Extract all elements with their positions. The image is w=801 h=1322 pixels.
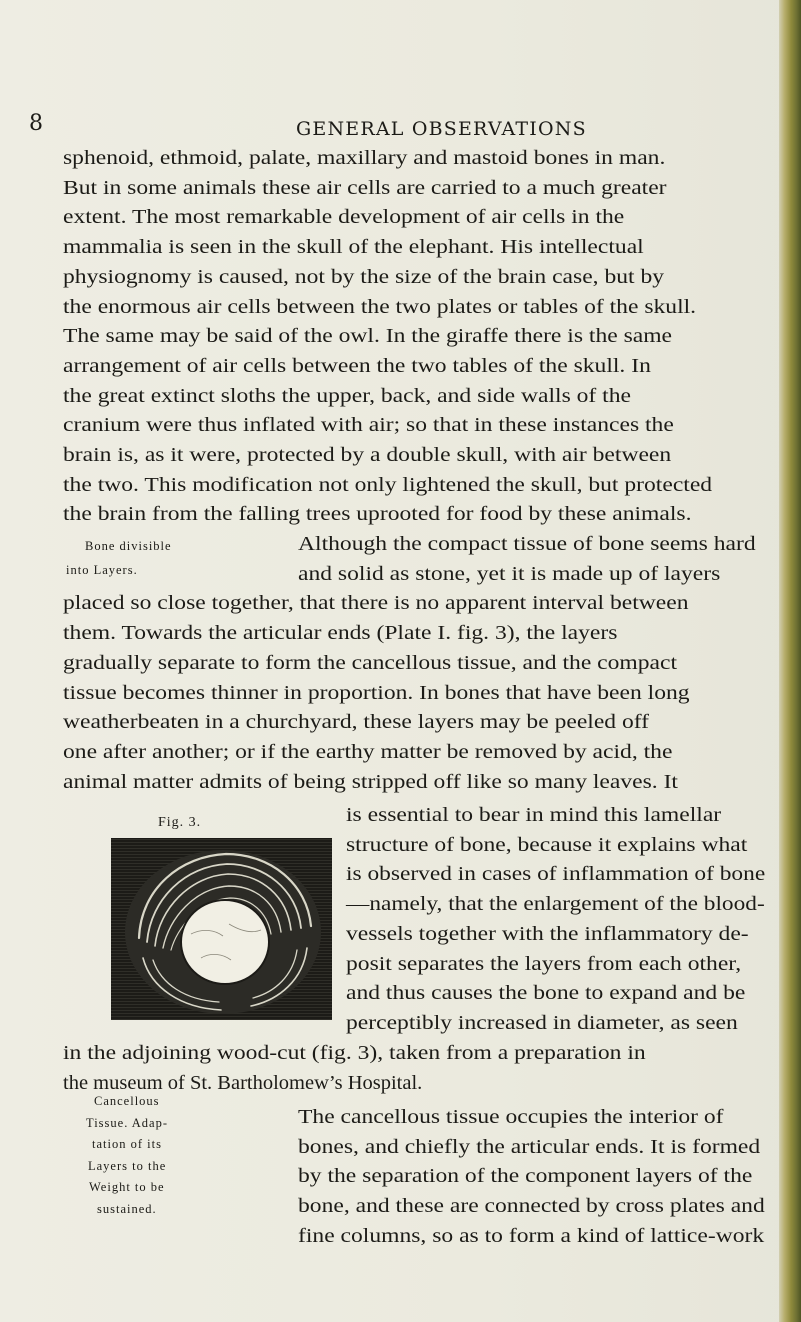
sidenote-line: Cancellous (94, 1094, 160, 1108)
text-line: structure of bone, because it explains what (346, 833, 748, 856)
figure-label: Fig. 3. (158, 815, 202, 830)
text-line: the great extinct sloths the upper, back, and side walls of the (63, 384, 631, 407)
page-edge (779, 0, 801, 1322)
page-number: 8 (29, 111, 43, 136)
running-title: GENERAL OBSERVATIONS (296, 118, 587, 140)
text-line: is essential to bear in mind this lamellar (346, 804, 722, 826)
sidenote-line: Weight to be (89, 1180, 165, 1194)
text-line: the brain from the falling trees uprooted for food by these animals. (63, 503, 692, 526)
text-line: one after another; or if the earthy matter be removed by acid, the (63, 740, 673, 763)
text-line: brain is, as it were, protected by a double skull, with air between (63, 444, 672, 466)
text-line: the museum of St. Bartholomew’s Hospital. (63, 1071, 423, 1094)
text-line: physiognomy is caused, not by the size of the brain case, but by (63, 265, 665, 288)
text-line: extent. The most remarkable development of air cells in the (63, 206, 625, 229)
text-line: and solid as stone, yet it is made up of layers (298, 562, 721, 585)
text-line: animal matter admits of being stripped off like so many leaves. It (63, 770, 678, 793)
text-line: The cancellous tissue occupies the interior of (298, 1106, 724, 1128)
text-line: bone, and these are connected by cross plates and (298, 1195, 765, 1218)
sidenote-line: Layers to the (88, 1158, 167, 1173)
text-line: posit separates the layers from each other, (346, 952, 742, 975)
text-line: —namely, that the enlargement of the blood- (346, 893, 765, 916)
text-line: vessels together with the inflammatory de- (346, 922, 749, 945)
text-line: by the separation of the component layers of the (298, 1165, 753, 1188)
text-line: the two. This modification not only lightened the skull, but protected (63, 473, 713, 496)
text-line: is observed in cases of inflammation of bone (346, 863, 766, 886)
sidenote-line: Bone divisible (85, 539, 172, 553)
bone-cross-section-woodcut (111, 838, 332, 1020)
sidenote-line: tation of its (92, 1137, 162, 1151)
text-line: The same may be said of the owl. In the giraffe there is the same (63, 325, 673, 348)
text-line: them. Towards the articular ends (Plate I. fig. 3), the layers (63, 622, 618, 645)
text-line: But in some animals these air cells are carried to a much greater (63, 176, 667, 199)
text-line: fine columns, so as to form a kind of lattice-work (298, 1224, 765, 1247)
text-line: Although the compact tissue of bone seems hard (298, 533, 756, 555)
sidenote-line: Tissue. Adap- (86, 1115, 168, 1130)
text-line: weatherbeaten in a churchyard, these layers may be peeled off (63, 711, 650, 734)
text-line: arrangement of air cells between the two tables of the skull. In (63, 354, 651, 377)
text-line: perceptibly increased in diameter, as seen (346, 1011, 738, 1034)
text-line: tissue becomes thinner in proportion. In bones that have been long (63, 681, 690, 704)
sidenote-line: into Layers. (66, 563, 138, 577)
text-line: and thus causes the bone to expand and be (346, 982, 746, 1005)
text-line: mammalia is seen in the skull of the elephant. His intellectual (63, 236, 644, 259)
text-line: in the adjoining wood-cut (fig. 3), taken from a preparation in (63, 1042, 646, 1064)
text-line: placed so close together, that there is no apparent interval between (63, 592, 689, 615)
sidenote-line: sustained. (97, 1201, 157, 1216)
text-line: sphenoid, ethmoid, palate, maxillary and mastoid bones in man. (63, 147, 666, 169)
text-line: gradually separate to form the cancellous tissue, and the compact (63, 651, 678, 674)
text-line: the enormous air cells between the two plates or tables of the skull. (63, 295, 697, 318)
text-line: bones, and chiefly the articular ends. It is formed (298, 1135, 761, 1158)
text-line: cranium were thus inflated with air; so that in these instances the (63, 414, 674, 437)
